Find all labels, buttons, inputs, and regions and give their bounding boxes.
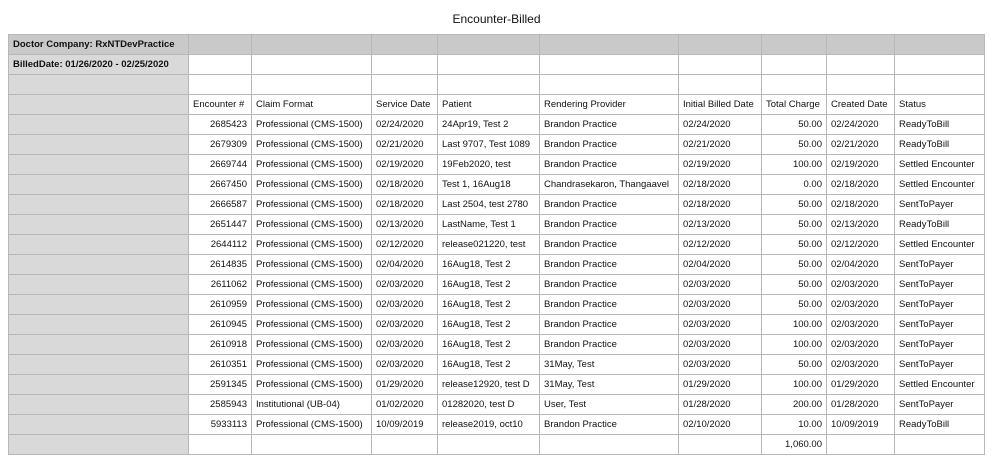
table-cell: 10.00 <box>762 415 827 435</box>
column-header: Created Date <box>827 95 895 115</box>
empty-cell <box>762 35 827 55</box>
table-cell: Settled Encounter <box>895 155 985 175</box>
empty-cell <box>372 75 438 95</box>
table-cell: 50.00 <box>762 235 827 255</box>
table-cell: 5933113 <box>189 415 252 435</box>
table-cell: 100.00 <box>762 315 827 335</box>
table-row <box>9 295 985 315</box>
table-cell: 31May, Test <box>540 375 679 395</box>
empty-cell <box>540 435 679 455</box>
table-cell: SentToPayer <box>895 355 985 375</box>
empty-cell <box>827 55 895 75</box>
table-cell: 01/29/2020 <box>679 375 762 395</box>
table-cell: 16Aug18, Test 2 <box>438 295 540 315</box>
table-cell: 2610918 <box>189 335 252 355</box>
table-cell: 01282020, test D <box>438 395 540 415</box>
table-cell: 2667450 <box>189 175 252 195</box>
table-cell: Professional (CMS-1500) <box>252 155 372 175</box>
side-cell <box>9 415 189 435</box>
table-cell: SentToPayer <box>895 255 985 275</box>
table-cell: 02/18/2020 <box>372 195 438 215</box>
table-cell: ReadyToBill <box>895 135 985 155</box>
table-cell: Professional (CMS-1500) <box>252 355 372 375</box>
table-cell: release021220, test <box>438 235 540 255</box>
table-cell: Professional (CMS-1500) <box>252 295 372 315</box>
empty-cell <box>762 75 827 95</box>
empty-cell <box>827 35 895 55</box>
table-cell: 02/03/2020 <box>372 355 438 375</box>
table-row <box>9 155 985 175</box>
table-cell: 02/03/2020 <box>372 295 438 315</box>
table-cell: 02/03/2020 <box>372 275 438 295</box>
table-cell: 50.00 <box>762 255 827 275</box>
table-cell: 02/21/2020 <box>679 135 762 155</box>
table-cell: 2666587 <box>189 195 252 215</box>
table-cell: 01/28/2020 <box>827 395 895 415</box>
table-cell: 100.00 <box>762 335 827 355</box>
table-cell: 19Feb2020, test <box>438 155 540 175</box>
table-cell: Professional (CMS-1500) <box>252 275 372 295</box>
table-cell: Brandon Practice <box>540 275 679 295</box>
empty-cell <box>895 35 985 55</box>
table-cell: 02/03/2020 <box>679 335 762 355</box>
empty-cell <box>679 35 762 55</box>
table-cell: 200.00 <box>762 395 827 415</box>
empty-cell <box>252 435 372 455</box>
table-cell: 02/18/2020 <box>679 175 762 195</box>
table-cell: Brandon Practice <box>540 415 679 435</box>
table-cell: 02/03/2020 <box>827 315 895 335</box>
table-cell: ReadyToBill <box>895 115 985 135</box>
sheet-row <box>9 35 985 55</box>
side-cell <box>9 255 189 275</box>
table-cell: 24Apr19, Test 2 <box>438 115 540 135</box>
side-cell <box>9 215 189 235</box>
table-cell: 01/02/2020 <box>372 395 438 415</box>
side-cell <box>9 355 189 375</box>
table-cell: 02/03/2020 <box>372 315 438 335</box>
table-cell: Brandon Practice <box>540 115 679 135</box>
table-cell: 02/03/2020 <box>827 275 895 295</box>
table-cell: SentToPayer <box>895 295 985 315</box>
table-cell: Brandon Practice <box>540 315 679 335</box>
table-cell: Professional (CMS-1500) <box>252 215 372 235</box>
empty-cell <box>827 75 895 95</box>
table-cell: 02/13/2020 <box>679 215 762 235</box>
empty-cell <box>827 435 895 455</box>
table-cell: 2679309 <box>189 135 252 155</box>
table-cell: 50.00 <box>762 295 827 315</box>
table-cell: 01/28/2020 <box>679 395 762 415</box>
empty-cell <box>679 75 762 95</box>
table-cell: 2669744 <box>189 155 252 175</box>
table-cell: 31May, Test <box>540 355 679 375</box>
side-cell <box>9 175 189 195</box>
empty-cell <box>438 35 540 55</box>
table-cell: SentToPayer <box>895 275 985 295</box>
table-cell: 100.00 <box>762 155 827 175</box>
table-cell: 2611062 <box>189 275 252 295</box>
table-row <box>9 375 985 395</box>
empty-cell <box>895 435 985 455</box>
table-row <box>9 395 985 415</box>
table-cell: 02/04/2020 <box>679 255 762 275</box>
empty-cell <box>679 435 762 455</box>
table-cell: 10/09/2019 <box>372 415 438 435</box>
column-header: Encounter # <box>189 95 252 115</box>
side-cell <box>9 195 189 215</box>
side-cell <box>9 135 189 155</box>
table-cell: Brandon Practice <box>540 135 679 155</box>
empty-cell <box>372 35 438 55</box>
column-header: Patient <box>438 95 540 115</box>
empty-cell <box>895 75 985 95</box>
column-header: Status <box>895 95 985 115</box>
table-cell: 02/19/2020 <box>827 155 895 175</box>
table-row <box>9 135 985 155</box>
empty-cell <box>895 55 985 75</box>
table-cell: 2614835 <box>189 255 252 275</box>
encounter-table <box>8 34 985 455</box>
empty-cell <box>252 35 372 55</box>
empty-cell <box>189 435 252 455</box>
table-row <box>9 355 985 375</box>
empty-cell <box>189 75 252 95</box>
table-row <box>9 115 985 135</box>
table-row <box>9 275 985 295</box>
empty-cell <box>372 55 438 75</box>
table-cell: release2019, oct10 <box>438 415 540 435</box>
table-cell: 01/29/2020 <box>827 375 895 395</box>
table-cell: Professional (CMS-1500) <box>252 335 372 355</box>
table-cell: 02/10/2020 <box>679 415 762 435</box>
table-cell: 2644112 <box>189 235 252 255</box>
table-cell: 2610959 <box>189 295 252 315</box>
table-cell: Last 9707, Test 1089 <box>438 135 540 155</box>
table-cell: 02/04/2020 <box>827 255 895 275</box>
table-cell: 02/03/2020 <box>679 355 762 375</box>
table-cell: 02/18/2020 <box>679 195 762 215</box>
table-cell: Brandon Practice <box>540 235 679 255</box>
table-cell: ReadyToBill <box>895 415 985 435</box>
side-cell: Doctor Company: RxNTDevPractice <box>9 35 189 55</box>
table-cell: 02/24/2020 <box>679 115 762 135</box>
empty-cell <box>438 55 540 75</box>
table-row <box>9 195 985 215</box>
table-cell: Brandon Practice <box>540 215 679 235</box>
table-cell: 0.00 <box>762 175 827 195</box>
table-row <box>9 415 985 435</box>
sheet-row <box>9 95 985 115</box>
table-cell: 02/03/2020 <box>827 295 895 315</box>
empty-cell <box>189 35 252 55</box>
sheet-row <box>9 75 985 95</box>
table-cell: 02/03/2020 <box>372 335 438 355</box>
table-cell: Chandrasekaron, Thangaavel <box>540 175 679 195</box>
table-cell: 2585943 <box>189 395 252 415</box>
table-cell: Settled Encounter <box>895 235 985 255</box>
table-cell: 16Aug18, Test 2 <box>438 275 540 295</box>
table-cell: 02/19/2020 <box>372 155 438 175</box>
table-cell: LastName, Test 1 <box>438 215 540 235</box>
table-cell: Last 2504, test 2780 <box>438 195 540 215</box>
empty-cell <box>540 55 679 75</box>
table-cell: 02/21/2020 <box>372 135 438 155</box>
side-cell <box>9 375 189 395</box>
table-cell: 50.00 <box>762 215 827 235</box>
table-cell: Professional (CMS-1500) <box>252 195 372 215</box>
column-header: Rendering Provider <box>540 95 679 115</box>
side-cell <box>9 435 189 455</box>
column-header: Claim Format <box>252 95 372 115</box>
side-cell <box>9 95 189 115</box>
table-cell: 02/12/2020 <box>372 235 438 255</box>
table-cell: SentToPayer <box>895 195 985 215</box>
table-cell: 50.00 <box>762 195 827 215</box>
total-charge: 1,060.00 <box>762 435 827 455</box>
table-cell: 02/12/2020 <box>679 235 762 255</box>
table-cell: 02/03/2020 <box>679 275 762 295</box>
table-row <box>9 235 985 255</box>
table-cell: 16Aug18, Test 2 <box>438 315 540 335</box>
table-cell: 16Aug18, Test 2 <box>438 255 540 275</box>
table-cell: 02/03/2020 <box>679 315 762 335</box>
side-cell <box>9 395 189 415</box>
table-row <box>9 255 985 275</box>
table-row <box>9 315 985 335</box>
table-cell: 02/24/2020 <box>827 115 895 135</box>
table-cell: 02/21/2020 <box>827 135 895 155</box>
table-cell: Professional (CMS-1500) <box>252 235 372 255</box>
table-row <box>9 215 985 235</box>
empty-cell <box>252 75 372 95</box>
empty-cell <box>540 75 679 95</box>
empty-cell <box>189 55 252 75</box>
table-cell: Professional (CMS-1500) <box>252 175 372 195</box>
side-cell <box>9 115 189 135</box>
table-cell: SentToPayer <box>895 395 985 415</box>
table-cell: User, Test <box>540 395 679 415</box>
table-cell: 100.00 <box>762 375 827 395</box>
table-cell: Institutional (UB-04) <box>252 395 372 415</box>
table-cell: Professional (CMS-1500) <box>252 135 372 155</box>
table-cell: release12920, test D <box>438 375 540 395</box>
table-cell: Brandon Practice <box>540 255 679 275</box>
table-cell: 10/09/2019 <box>827 415 895 435</box>
empty-cell <box>540 35 679 55</box>
side-cell <box>9 315 189 335</box>
table-cell: 2685423 <box>189 115 252 135</box>
table-cell: 16Aug18, Test 2 <box>438 355 540 375</box>
table-cell: Brandon Practice <box>540 335 679 355</box>
table-cell: 02/13/2020 <box>827 215 895 235</box>
column-header: Initial Billed Date <box>679 95 762 115</box>
table-cell: 02/18/2020 <box>827 195 895 215</box>
table-cell: 50.00 <box>762 355 827 375</box>
empty-cell <box>372 435 438 455</box>
table-cell: 02/03/2020 <box>827 355 895 375</box>
empty-cell <box>252 55 372 75</box>
table-cell: Brandon Practice <box>540 155 679 175</box>
table-cell: ReadyToBill <box>895 215 985 235</box>
table-cell: SentToPayer <box>895 315 985 335</box>
table-cell: 02/03/2020 <box>679 295 762 315</box>
table-cell: Professional (CMS-1500) <box>252 415 372 435</box>
table-cell: Settled Encounter <box>895 375 985 395</box>
table-cell: 2591345 <box>189 375 252 395</box>
table-cell: Settled Encounter <box>895 175 985 195</box>
side-cell <box>9 335 189 355</box>
column-header: Total Charge <box>762 95 827 115</box>
table-cell: 50.00 <box>762 115 827 135</box>
table-row <box>9 335 985 355</box>
table-cell: 50.00 <box>762 135 827 155</box>
side-cell <box>9 235 189 255</box>
table-cell: Professional (CMS-1500) <box>252 375 372 395</box>
table-cell: 02/13/2020 <box>372 215 438 235</box>
table-cell: Professional (CMS-1500) <box>252 115 372 135</box>
empty-cell <box>679 55 762 75</box>
report-title: Encounter-Billed <box>452 12 541 26</box>
table-cell: 02/24/2020 <box>372 115 438 135</box>
side-cell <box>9 295 189 315</box>
table-cell: 02/04/2020 <box>372 255 438 275</box>
side-cell <box>9 155 189 175</box>
table-cell: 02/12/2020 <box>827 235 895 255</box>
side-cell: BilledDate: 01/26/2020 - 02/25/2020 <box>9 55 189 75</box>
table-cell: 16Aug18, Test 2 <box>438 335 540 355</box>
side-cell <box>9 75 189 95</box>
table-cell: Brandon Practice <box>540 195 679 215</box>
table-cell: 2651447 <box>189 215 252 235</box>
table-cell: Professional (CMS-1500) <box>252 315 372 335</box>
table-cell: 01/29/2020 <box>372 375 438 395</box>
table-cell: SentToPayer <box>895 335 985 355</box>
column-header: Service Date <box>372 95 438 115</box>
sheet-row <box>9 435 985 455</box>
empty-cell <box>762 55 827 75</box>
table-cell: 50.00 <box>762 275 827 295</box>
table-cell: 02/19/2020 <box>679 155 762 175</box>
table-cell: 02/18/2020 <box>827 175 895 195</box>
table-cell: 02/03/2020 <box>827 335 895 355</box>
table-cell: Professional (CMS-1500) <box>252 255 372 275</box>
table-cell: Test 1, 16Aug18 <box>438 175 540 195</box>
sheet-row <box>9 55 985 75</box>
table-cell: Brandon Practice <box>540 295 679 315</box>
table-cell: 02/18/2020 <box>372 175 438 195</box>
empty-cell <box>438 435 540 455</box>
table-row <box>9 175 985 195</box>
table-cell: 2610945 <box>189 315 252 335</box>
side-cell <box>9 275 189 295</box>
table-cell: 2610351 <box>189 355 252 375</box>
empty-cell <box>438 75 540 95</box>
